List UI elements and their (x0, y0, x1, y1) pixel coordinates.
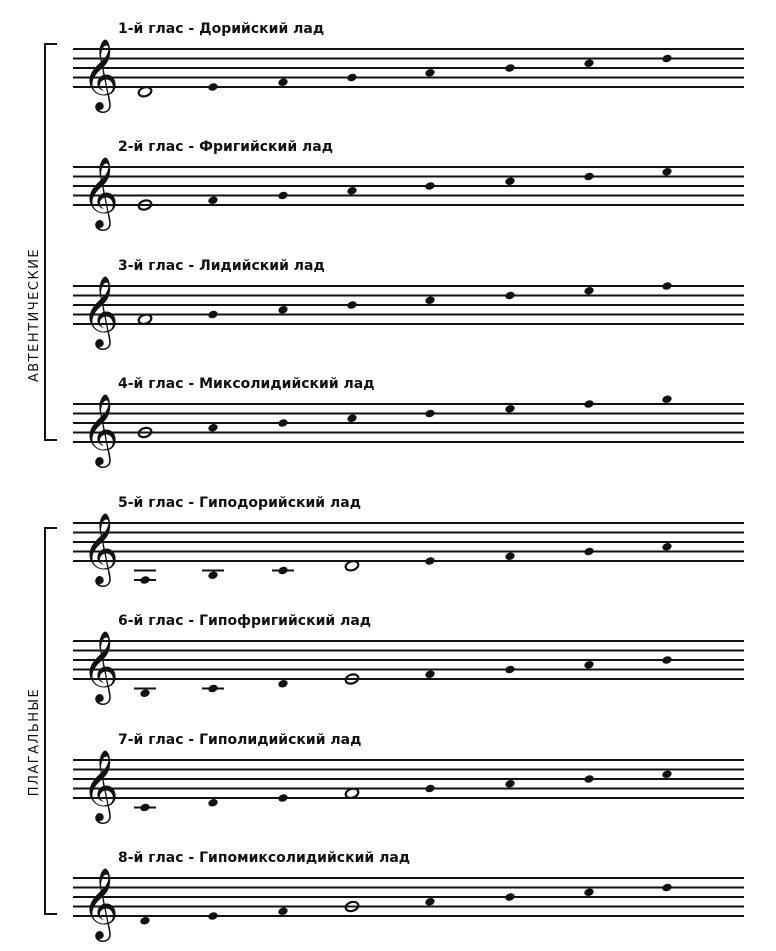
mode-title: 7-й глас - Гиполидийский лад (118, 732, 362, 748)
note-head (583, 399, 594, 409)
stave-2 (73, 139, 744, 231)
note-head (661, 769, 672, 779)
note-head (504, 176, 515, 186)
mode-title: 8-й глас - Гипомиксолидийский лад (118, 850, 411, 866)
note-head (277, 679, 288, 689)
mode-title: 6-й глас - Гипофригийский лад (118, 613, 372, 629)
note-head (583, 546, 594, 556)
note-head (583, 286, 594, 296)
group-2 (27, 528, 57, 914)
note-head (661, 882, 672, 892)
group-bracket (45, 528, 57, 914)
mode-title: 2-й глас - Фригийский лад (118, 139, 334, 155)
note-head (207, 82, 218, 92)
treble-clef-icon: 𝄞 (82, 748, 119, 821)
treble-clef-icon: 𝄞 (82, 511, 119, 584)
treble-clef-icon: 𝄞 (82, 155, 119, 228)
note-head (583, 58, 594, 68)
note-head (661, 53, 672, 63)
note-head (583, 774, 594, 784)
stave-6 (73, 613, 744, 705)
note-head (504, 892, 515, 902)
mode-title: 5-й глас - Гиподорийский лад (118, 495, 361, 511)
note-head (346, 186, 357, 196)
note-head (207, 911, 218, 921)
note-head (139, 802, 150, 812)
note-head (346, 413, 357, 423)
note-head (661, 281, 672, 291)
note-head (207, 423, 218, 433)
note-head (346, 72, 357, 82)
note-head (661, 394, 672, 404)
note-head (661, 655, 672, 665)
note-head (583, 660, 594, 670)
note-head (277, 77, 288, 87)
group-label: АВТЕНТИЧЕСКИЕ (27, 247, 42, 383)
note-head (139, 916, 150, 926)
note-head (207, 195, 218, 205)
note-head (661, 167, 672, 177)
treble-clef-icon: 𝄞 (82, 629, 119, 702)
stave-8 (73, 850, 744, 942)
treble-clef-icon: 𝄞 (82, 392, 119, 465)
note-head (504, 404, 515, 414)
note-head (277, 906, 288, 916)
note-head (139, 575, 150, 585)
group-label: ПЛАГАЛЬНЫЕ (27, 687, 42, 797)
note-head (277, 565, 288, 575)
note-head (277, 418, 288, 428)
note-head (424, 181, 435, 191)
note-head (504, 664, 515, 674)
note-head (661, 542, 672, 552)
note-head (504, 63, 515, 73)
note-head (207, 309, 218, 319)
group-bracket (45, 44, 57, 440)
stave-1 (73, 21, 744, 113)
treble-clef-icon: 𝄞 (82, 866, 119, 939)
stave-5 (73, 495, 744, 587)
note-head (583, 887, 594, 897)
group-1 (27, 44, 57, 440)
note-head (424, 783, 435, 793)
note-head (424, 556, 435, 566)
note-head (139, 688, 150, 698)
note-head (424, 897, 435, 907)
note-head (277, 305, 288, 315)
stave-7 (73, 732, 744, 824)
stave-4 (73, 376, 744, 468)
note-head (207, 570, 218, 580)
mode-title: 1-й глас - Дорийский лад (118, 21, 325, 37)
note-head (277, 190, 288, 200)
note-head (424, 68, 435, 78)
note-head (504, 779, 515, 789)
note-head (583, 171, 594, 181)
note-head (207, 683, 218, 693)
note-head (207, 798, 218, 808)
treble-clef-icon: 𝄞 (82, 274, 119, 347)
note-head (504, 551, 515, 561)
note-head (424, 295, 435, 305)
note-head (424, 408, 435, 418)
note-head (424, 669, 435, 679)
note-head (277, 793, 288, 803)
note-head (504, 290, 515, 300)
treble-clef-icon: 𝄞 (82, 37, 119, 110)
note-head (346, 300, 357, 310)
mode-title: 3-й глас - Лидийский лад (118, 258, 325, 274)
stave-3 (73, 258, 744, 350)
mode-title: 4-й глас - Миксолидийский лад (118, 376, 375, 392)
